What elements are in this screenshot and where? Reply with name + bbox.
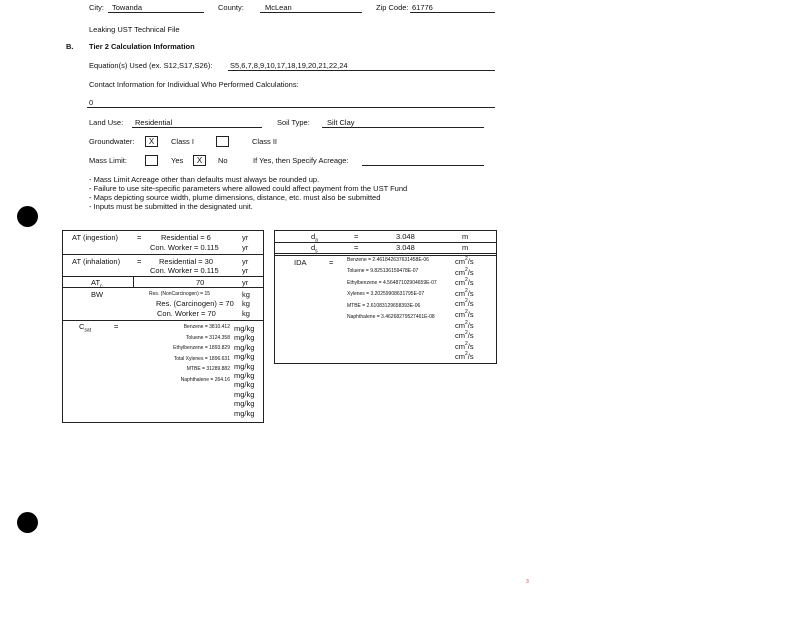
left-row-divider — [62, 320, 263, 321]
ml-no-label: No — [218, 156, 228, 165]
soil-type-label: Soil Type: — [277, 118, 310, 127]
atc-label — [91, 278, 103, 290]
ida-unit — [455, 352, 474, 361]
ida-value: Benzene = 2.461842637631458E-06 — [347, 257, 429, 263]
bw-carc-unit: kg — [242, 299, 250, 308]
equations-value: S5,6,7,8,9,10,17,18,19,20,21,22,24 — [230, 61, 348, 70]
at-ing-con-unit: yr — [242, 243, 249, 252]
city-value: Towanda — [112, 3, 143, 12]
ida-label: IDA — [294, 258, 307, 267]
csat-eq: = — [114, 322, 119, 331]
csat-value: Total Xylenes = 1896.631 — [173, 355, 230, 362]
punch-hole — [17, 512, 38, 533]
zip-value: 61776 — [412, 3, 433, 12]
at-ing-con: Con. Worker = 0.115 — [150, 243, 219, 252]
ds-unit: m — [462, 243, 469, 252]
ida-unit-tail: /s — [467, 341, 474, 351]
da-label — [311, 232, 318, 244]
csat-value: Naphthalene = 264.16 — [180, 376, 230, 383]
da-value: 3.048 — [396, 232, 415, 241]
bw-con: Con. Worker = 70 — [157, 309, 216, 318]
ida-value: Xylenes = 3.20259908631795E-07 — [347, 291, 425, 298]
right-row-divider — [274, 255, 496, 256]
csat-unit: mg/kg — [234, 389, 255, 399]
csat-unit: mg/kg — [234, 324, 255, 333]
da-eq: = — [354, 232, 359, 241]
section-letter: B. — [66, 42, 74, 51]
ida-unit-sup: 2 — [465, 330, 468, 337]
csat-value: Toluene = 3124.358 — [185, 334, 230, 341]
equations-label: Equation(s) Used (ex. S12,S17,S26): — [89, 61, 213, 70]
da-label-sub: a — [315, 237, 318, 244]
ida-value: Naphthalene = 3.46268279527461E-08 — [347, 314, 435, 320]
bw-res-unit: kg — [242, 290, 250, 299]
ida-unit-sup: 2 — [465, 277, 468, 284]
ds-label — [311, 243, 318, 255]
at-ing-res-unit: yr — [242, 233, 249, 242]
csat-label-sub: sat — [84, 327, 92, 334]
note-2: - Failure to use site-specific parameters where allowed could affect payment from the UST Fund — [89, 184, 408, 193]
da-label-text: d — [311, 232, 316, 241]
contact-label: Contact Information for Individual Who Performed Calculations: — [89, 80, 299, 89]
ida-unit-sup: 2 — [465, 256, 468, 262]
land-use-label: Land Use: — [89, 118, 124, 127]
csat-label-text: C — [79, 322, 85, 331]
zip-label: Zip Code: — [376, 3, 409, 12]
ida-unit — [455, 310, 474, 319]
ida-unit-base: cm — [455, 331, 465, 341]
soil-type-underline — [322, 118, 484, 128]
contact-value: 0 — [89, 98, 94, 107]
bw-carc: Res. (Carcinogen) = 70 — [156, 299, 234, 308]
at-inhalation-eq: = — [137, 257, 142, 266]
csat-value: Ethylbenzene = 1893.829 — [173, 345, 230, 351]
ida-unit-tail: /s — [467, 299, 474, 309]
atc-unit: yr — [242, 278, 249, 287]
soil-type-value: Silt Clay — [327, 118, 355, 127]
ml-yes-checkbox[interactable] — [145, 155, 158, 166]
county-label: County: — [218, 3, 244, 12]
ida-unit-sup: 2 — [465, 340, 468, 347]
csat-unit: mg/kg — [234, 371, 255, 380]
at-ingestion-label: AT (ingestion) — [72, 233, 118, 242]
ida-unit-tail: /s — [467, 352, 474, 362]
ds-value: 3.048 — [396, 243, 415, 252]
ida-value: Ethylbenzene = 4.56487102904659E-07 — [347, 279, 437, 286]
ml-no-checkbox[interactable]: X — [193, 155, 206, 166]
city-label: City: — [89, 3, 104, 12]
mass-limit-label: Mass Limit: — [89, 156, 127, 165]
ida-unit-sup: 2 — [465, 351, 468, 358]
at-inh-res-unit: yr — [242, 257, 249, 266]
note-3: - Maps depicting source width, plume dimensions, distance, etc. must also be submitted — [89, 193, 381, 202]
county-underline — [260, 3, 362, 13]
section-title: Tier 2 Calculation Information — [89, 42, 195, 51]
left-row-divider — [62, 276, 263, 277]
ida-value: Toluene = 9.825136159478E-07 — [347, 268, 419, 275]
csat-value: MTBE = 31289.882 — [186, 366, 230, 372]
ida-unit-base: cm — [455, 310, 465, 319]
csat-unit: mg/kg — [234, 408, 255, 418]
right-row-divider — [274, 253, 496, 254]
ida-unit — [455, 289, 474, 298]
atc-value: 70 — [196, 278, 205, 287]
contact-underline — [87, 98, 495, 108]
left-col-divider — [133, 276, 134, 287]
at-inh-res: Residential = 30 — [159, 257, 213, 266]
ida-unit-base: cm — [455, 278, 465, 288]
county-value: McLean — [265, 3, 292, 12]
ida-unit-sup: 2 — [465, 298, 468, 305]
ida-unit — [455, 299, 474, 308]
ida-unit-sup: 2 — [465, 287, 468, 294]
at-inh-con-unit: yr — [242, 266, 249, 275]
atc-label-text: AT — [91, 278, 101, 287]
bw-label: BW — [91, 290, 104, 299]
ida-unit-tail: /s — [467, 310, 474, 319]
ida-unit — [455, 278, 474, 287]
equations-underline — [228, 61, 495, 71]
ds-label-text: d — [311, 243, 316, 252]
ida-unit-tail: /s — [467, 320, 474, 330]
ida-unit-base: cm — [455, 299, 465, 309]
ida-unit — [455, 257, 474, 266]
ida-unit — [455, 331, 474, 340]
ida-unit-tail: /s — [467, 257, 474, 266]
ida-unit — [455, 321, 474, 330]
ida-unit-base: cm — [455, 352, 465, 362]
groundwater-label: Groundwater: — [89, 137, 135, 146]
ida-unit-base: cm — [455, 267, 465, 277]
ida-unit-sup: 2 — [465, 266, 468, 273]
csat-label — [79, 322, 91, 334]
gw-class1-label: Class I — [171, 137, 194, 146]
note-1: - Mass Limit Acreage other than defaults must always be rounded up. — [89, 175, 320, 184]
ida-eq: = — [329, 258, 334, 267]
bw-res: Res. (NonCarcinogen) = 15 — [149, 291, 211, 297]
at-ingestion-eq: = — [137, 233, 142, 242]
ds-label-sub: s — [315, 248, 318, 255]
acreage-underline — [362, 156, 484, 166]
ida-unit — [455, 342, 474, 351]
acreage-label: If Yes, then Specify Acreage: — [253, 156, 349, 165]
csat-value: Benzene = 3810.412 — [183, 324, 230, 330]
gw-class2-label: Class II — [252, 137, 278, 146]
ida-unit-tail: /s — [467, 267, 474, 277]
note-4: - Inputs must be submitted in the designated unit. — [89, 202, 253, 211]
ida-unit-base: cm — [455, 288, 465, 298]
ida-unit-sup: 2 — [465, 319, 468, 326]
ida-value: MTBE = 2.61083129658393E-06 — [347, 302, 421, 309]
bw-con-unit: kg — [242, 309, 250, 318]
city-underline — [108, 3, 204, 13]
ida-unit-tail: /s — [467, 278, 474, 288]
at-inh-con: Con. Worker = 0.115 — [150, 266, 219, 275]
ida-unit-base: cm — [455, 257, 465, 266]
at-ing-res: Residential = 6 — [161, 233, 211, 242]
ds-eq: = — [354, 243, 359, 252]
zip-underline — [410, 3, 495, 13]
ida-unit-tail: /s — [467, 288, 474, 298]
ida-unit-base: cm — [455, 320, 465, 330]
csat-unit: mg/kg — [234, 361, 255, 371]
csat-unit: mg/kg — [234, 342, 255, 352]
ida-unit-base: cm — [455, 341, 465, 351]
atc-label-sub: c — [100, 283, 103, 290]
page-mark: 3 — [526, 579, 529, 585]
left-row-divider — [62, 254, 263, 255]
da-unit: m — [462, 232, 469, 241]
ida-unit-sup: 2 — [465, 309, 468, 315]
ida-unit-tail: /s — [467, 331, 474, 341]
csat-unit: mg/kg — [234, 352, 255, 362]
csat-unit: mg/kg — [234, 380, 255, 390]
file-line: Leaking UST Technical File — [89, 25, 180, 34]
ml-yes-label: Yes — [171, 156, 184, 165]
gw-class2-checkbox[interactable] — [216, 136, 229, 147]
punch-hole — [17, 206, 38, 227]
land-use-underline — [132, 118, 262, 128]
ida-unit — [455, 268, 474, 277]
land-use-value: Residential — [135, 118, 173, 127]
at-inhalation-label: AT (inhalation) — [72, 257, 121, 266]
csat-unit: mg/kg — [234, 333, 255, 343]
csat-unit: mg/kg — [234, 399, 255, 409]
gw-class1-checkbox[interactable]: X — [145, 136, 158, 147]
